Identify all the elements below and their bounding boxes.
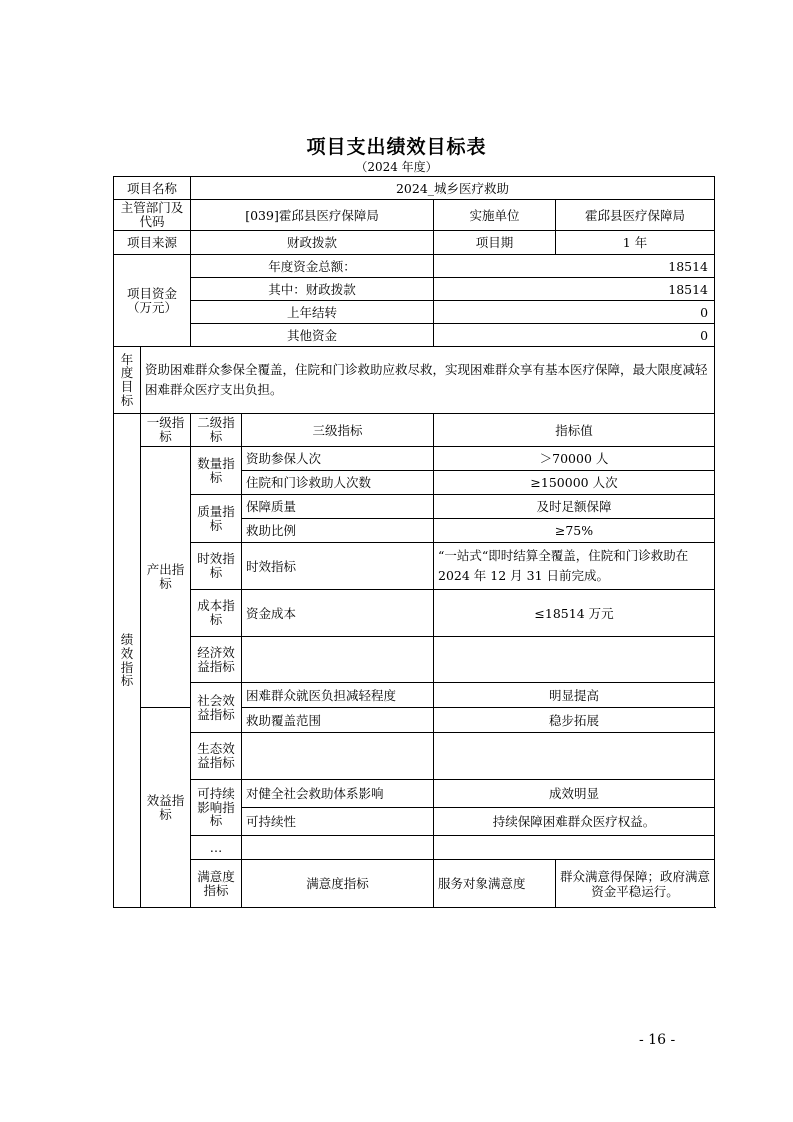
- funds-row-value: 18514: [434, 255, 715, 278]
- indicators-label: 绩效指标: [114, 414, 141, 908]
- indicator-name: 资助参保人次: [242, 447, 434, 471]
- funds-row-label: 其他资金: [191, 324, 434, 347]
- ellipsis-label: …: [191, 836, 242, 860]
- period-value: 1 年: [556, 231, 715, 255]
- indicator-name: 对健全社会救助体系影响: [242, 780, 434, 808]
- source-value: 财政拨款: [191, 231, 434, 255]
- sustainable-label: 可持续影响指标: [191, 780, 242, 836]
- project-name-label: 项目名称: [114, 177, 191, 200]
- ecological-label: 生态效益指标: [191, 733, 242, 780]
- indicator-name: [242, 836, 434, 860]
- satisfaction-sub-label: 满意度指标: [242, 860, 434, 908]
- indicator-name: 救助覆盖范围: [242, 708, 434, 733]
- row-funds-total: [114, 255, 715, 278]
- source-label: 项目来源: [114, 231, 191, 255]
- header-level3: 三级指标: [242, 414, 434, 447]
- funds-row-label: 其中：财政拨款: [191, 278, 434, 301]
- quantity-label: 数量指标: [191, 447, 242, 495]
- project-name-value: 2024_城乡医疗救助: [191, 177, 715, 200]
- economic-label: 经济效益指标: [191, 637, 242, 683]
- indicator-name: 困难群众就医负担减轻程度: [242, 683, 434, 708]
- timeliness-label: 时效指标: [191, 543, 242, 590]
- social-label: 社会效益指标: [191, 683, 242, 733]
- output-label: 产出指标: [141, 447, 191, 708]
- page-subtitle: （2024 年度）: [355, 160, 438, 174]
- dept-value: [039]霍邱县医疗保障局: [191, 200, 434, 231]
- indicator-name: 保障质量: [242, 495, 434, 519]
- row-source: [114, 231, 715, 255]
- header-level2: 二级指标: [191, 414, 242, 447]
- header-value: 指标值: [434, 414, 715, 447]
- impl-value: 霍邱县医疗保障局: [556, 200, 715, 231]
- row-funds-fiscal: [114, 278, 715, 301]
- funds-row-value: 0: [434, 301, 715, 324]
- dept-label: 主管部门及代码: [114, 200, 191, 231]
- indicator-value: “一站式“即时结算全覆盖，住院和门诊救助在 2024 年 12 月 31 日前完成。: [434, 543, 715, 590]
- row-output-cost: [114, 590, 715, 637]
- indicator-name: 可持续性: [242, 808, 434, 836]
- indicator-name: 住院和门诊救助人次数: [242, 471, 434, 495]
- row-funds-other: [114, 324, 715, 347]
- row-indicator-header: [114, 414, 715, 447]
- row-output-quality-1: [114, 495, 715, 519]
- cost-label: 成本指标: [191, 590, 242, 637]
- indicator-name: 时效指标: [242, 543, 434, 590]
- indicator-value: 成效明显: [434, 780, 715, 808]
- indicator-name: [242, 733, 434, 780]
- row-benefit-sustainable-1: [114, 780, 715, 808]
- funds-row-label: 年度资金总额：: [191, 255, 434, 278]
- row-annual-goal: [114, 347, 715, 414]
- page-title: 项目支出绩效目标表: [306, 136, 487, 158]
- impl-label: 实施单位: [434, 200, 556, 231]
- indicator-value: 稳步拓展: [434, 708, 715, 733]
- indicator-value: ＞70000 人: [434, 447, 715, 471]
- row-benefit-ecological: [114, 733, 715, 780]
- row-benefit-economic: [114, 637, 715, 683]
- funds-label: 项目资金（万元）: [114, 255, 191, 347]
- row-satisfaction: [114, 860, 715, 908]
- funds-row-value: 18514: [434, 278, 715, 301]
- indicator-value: [434, 733, 715, 780]
- indicator-value: ≥150000 人次: [434, 471, 715, 495]
- funds-row-label: 上年结转: [191, 301, 434, 324]
- indicator-value: ≥75%: [434, 519, 715, 543]
- indicator-name: 资金成本: [242, 590, 434, 637]
- indicator-value: [434, 836, 715, 860]
- indicator-value: ≤18514 万元: [434, 590, 715, 637]
- row-output-timeliness: [114, 543, 715, 590]
- goal-label: 年度目标: [114, 347, 141, 414]
- indicator-value: 持续保障困难群众医疗权益。: [434, 808, 715, 836]
- row-project-name: [114, 177, 715, 200]
- indicator-value: 明显提高: [434, 683, 715, 708]
- indicator-value: 群众满意得保障；政府满意资金平稳运行。: [556, 860, 715, 908]
- header-level1: 一级指标: [141, 414, 191, 447]
- row-benefit-ellipsis: [114, 836, 715, 860]
- performance-table: [113, 176, 715, 908]
- indicator-name: 服务对象满意度: [434, 860, 556, 908]
- page-number: - 16 -: [639, 1032, 676, 1048]
- funds-row-value: 0: [434, 324, 715, 347]
- indicator-value: 及时足额保障: [434, 495, 715, 519]
- satisfaction-label: 满意度指标: [191, 860, 242, 908]
- row-benefit-social-1: [114, 683, 715, 708]
- benefit-label: 效益指标: [141, 708, 191, 908]
- period-label: 项目期: [434, 231, 556, 255]
- indicator-value: [434, 637, 715, 683]
- quality-label: 质量指标: [191, 495, 242, 543]
- indicator-name: [242, 637, 434, 683]
- row-funds-carryover: [114, 301, 715, 324]
- row-department: [114, 200, 715, 231]
- indicator-name: 救助比例: [242, 519, 434, 543]
- row-output-quantity-1: [114, 447, 715, 471]
- goal-text: 资助困难群众参保全覆盖，住院和门诊救助应救尽救，实现困难群众享有基本医疗保障，最大限度减轻困难群众医疗支出负担。: [141, 347, 715, 414]
